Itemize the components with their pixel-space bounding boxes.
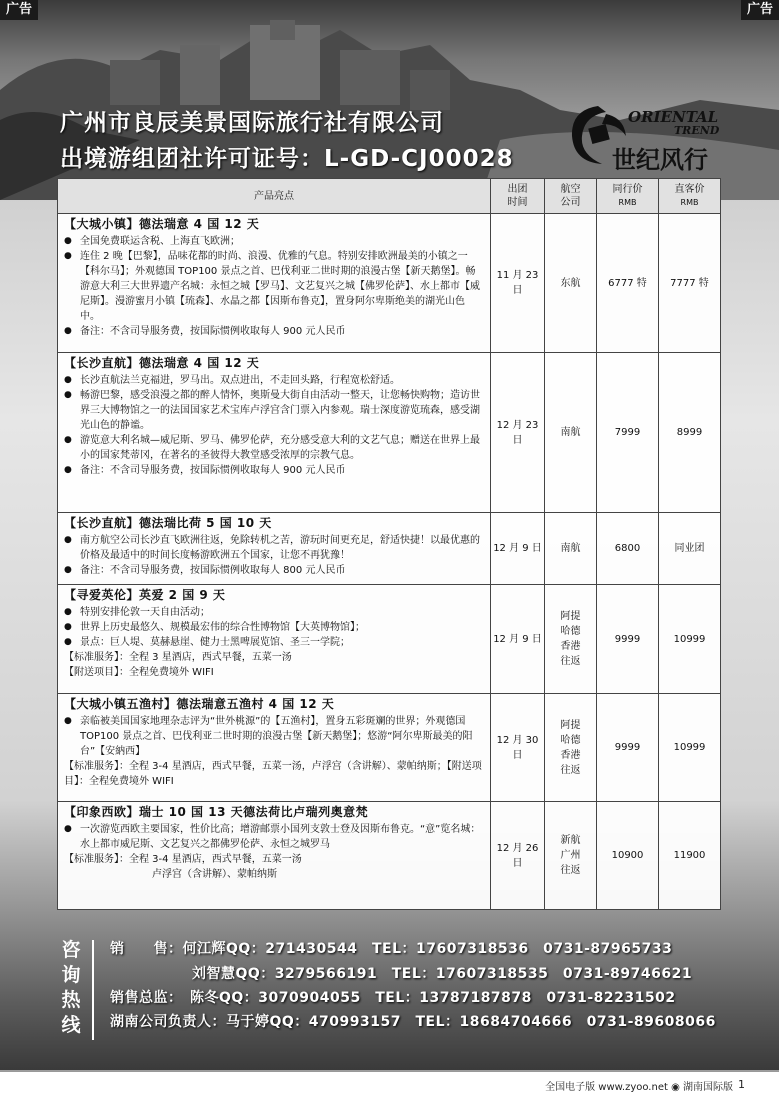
product-description bbox=[58, 802, 491, 910]
airline: 南航 bbox=[545, 353, 597, 513]
bullet-line: ● 南方航空公司长沙直飞欧洲往返，免除转机之苦，游玩时间更充足，舒适快捷！以最优惠的价格及最适中的时间长度畅游欧洲五个国家，让您不再犹豫！ bbox=[64, 533, 484, 563]
logo-english-1: ORIENTAL bbox=[628, 108, 719, 126]
departure-date: 12 月 23 日 bbox=[491, 353, 545, 513]
table-row bbox=[58, 585, 721, 694]
airline: 阿提 哈德 香港 往返 bbox=[545, 585, 597, 694]
direct-price: 7777 特 bbox=[659, 214, 721, 353]
departure-date: 11 月 23 日 bbox=[491, 214, 545, 353]
footer bbox=[0, 1071, 779, 1100]
departure-date: 12 月 26 日 bbox=[491, 802, 545, 910]
departure-date: 12 月 9 日 bbox=[491, 585, 545, 694]
page-number: 1 bbox=[738, 1078, 745, 1091]
bullet-line: ● 畅游巴黎，感受浪漫之都的醉人情怀，奥斯曼大街自由活动一整天，让您畅快购物；造访世界三大博物馆之一的法国国家艺术宝库卢浮宫含门票入内参观。瑞士深度游览琉森，感受湖光山色的静谧。 bbox=[64, 388, 484, 433]
contact-line: 刘智慧QQ：3279566191 TEL：17607318535 0731-89746621 bbox=[192, 966, 693, 982]
airline: 阿提 哈德 香港 往返 bbox=[545, 694, 597, 802]
bullet-line: ● 一次游览西欧主要国家，性价比高；增游邮票小国列支敦士登及因斯布鲁克。“意”览名城：水上都市威尼斯、文艺复兴之都佛罗伦萨、永恒之城罗马 bbox=[64, 822, 484, 852]
direct-price: 10999 bbox=[659, 694, 721, 802]
bullet-line: ● 备注：不含司导服务费，按国际惯例收取每人 900 元人民币 bbox=[64, 463, 484, 478]
bullet-line: ● 特别安排伦敦一天自由活动； bbox=[64, 605, 484, 620]
direct-price: 8999 bbox=[659, 353, 721, 513]
departure-date: 12 月 9 日 bbox=[491, 513, 545, 585]
departure-date: 12 月 30 日 bbox=[491, 694, 545, 802]
peer-price: 6777 特 bbox=[597, 214, 659, 353]
info-line: 卢浮宫（含讲解）、蒙帕纳斯 bbox=[152, 869, 277, 880]
product-table bbox=[57, 178, 721, 910]
bullet-line: ● 连住 2 晚【巴黎】，品味花都的时尚、浪漫、优雅的气息。特别安排欧洲最美的小镇之一【科尔马】；外观德国 TOP100 景点之首、巴伐利亚二世时期的浪漫古堡【新天鹅堡】。畅游意大利三大世界遗产名城：永恒之城【罗马】、文艺复兴之城【佛罗伦萨】、水上都市【威尼斯】。漫游蜜月小镇【琉森】、水晶之都【因斯布鲁克】，置身阿尔卑斯绝美的湖光山色中。 bbox=[64, 249, 484, 324]
peer-price: 9999 bbox=[597, 694, 659, 802]
contact-line: 销售总监： 陈冬QQ：3070904055 TEL：13787187878 0731-82231502 bbox=[110, 990, 676, 1006]
table-row bbox=[58, 694, 721, 802]
table-row bbox=[58, 513, 721, 585]
product-title: 【寻爱英伦】英爱 2 国 9 天 bbox=[64, 588, 226, 602]
bullet-line: ● 全国免费联运含税、上海直飞欧洲； bbox=[64, 234, 484, 249]
table-row bbox=[58, 353, 721, 513]
product-title: 【长沙直航】德法瑞比荷 5 国 10 天 bbox=[64, 516, 272, 530]
bullet-line: ● 游览意大利名城—威尼斯、罗马、佛罗伦萨，充分感受意大利的文艺气息；赠送在世界上最小的国家梵蒂冈，在著名的圣彼得大教堂感受浓厚的宗教气息。 bbox=[64, 433, 484, 463]
airline: 南航 bbox=[545, 513, 597, 585]
bullet-line: ● 长沙直航法兰克福进，罗马出。双点进出，不走回头路，行程宽松舒适。 bbox=[64, 373, 484, 388]
contact-divider bbox=[92, 940, 94, 1040]
header-peer-price: 同行价 RMB bbox=[597, 179, 659, 214]
direct-price: 10999 bbox=[659, 585, 721, 694]
product-description bbox=[58, 513, 491, 585]
contact-label: 咨询热线 bbox=[61, 939, 81, 1036]
airline: 东航 bbox=[545, 214, 597, 353]
info-line: 【标准服务】：全程 3 星酒店，西式早餐，五菜一汤 bbox=[64, 652, 292, 663]
logo-english-2: TREND bbox=[674, 124, 720, 137]
header-date: 出团 时间 bbox=[491, 179, 545, 214]
ad-tag-left: 广告 bbox=[0, 0, 38, 20]
ad-tag-right: 广告 bbox=[741, 0, 779, 20]
table-row bbox=[58, 214, 721, 353]
bullet-line: ● 亲临被美国国家地理杂志评为“世外桃源”的【五渔村】，置身五彩斑斓的世界；外观德国 TOP100 景点之首、巴伐利亚二世时期的浪漫古堡【新天鹅堡】；悠游“阿尔卑斯最美的阳台”【安納西】 bbox=[64, 714, 484, 759]
header-airline: 航空 公司 bbox=[545, 179, 597, 214]
product-description bbox=[58, 353, 491, 513]
footer-edition: 全国电子版 www.zyoo.net ◉ 湖南国际版 bbox=[545, 1082, 733, 1093]
contact-line: 销 售：何江辉QQ：271430544 TEL：17607318536 0731-87965733 bbox=[110, 941, 673, 957]
info-line: 【标准服务】：全程 3-4 星酒店，西式早餐，五菜一汤 bbox=[64, 854, 302, 865]
header-direct-price: 直客价 RMB bbox=[659, 179, 721, 214]
product-description bbox=[58, 694, 491, 802]
peer-price: 10900 bbox=[597, 802, 659, 910]
direct-price: 11900 bbox=[659, 802, 721, 910]
bullet-line: ● 景点：巨人堤、莫赫悬崖、健力士黑啤展览馆、圣三一学院； bbox=[64, 635, 484, 650]
product-description bbox=[58, 585, 491, 694]
info-line: 【附送项目】：全程免费境外 WIFI bbox=[64, 667, 214, 678]
airline: 新航 广州 往返 bbox=[545, 802, 597, 910]
company-name: 广州市良辰美景国际旅行社有限公司 bbox=[60, 110, 444, 136]
product-title: 【印象西欧】瑞士 10 国 13 天德法荷比卢瑞列奥意梵 bbox=[64, 805, 369, 819]
license-number: 出境游组团社许可证号：L-GD-CJ00028 bbox=[60, 146, 514, 172]
info-line: 【标准服务】：全程 3-4 星酒店，西式早餐，五菜一汤，卢浮宫（含讲解）、蒙帕纳斯；【附送项目】：全程免费境外 WIFI bbox=[64, 761, 482, 787]
product-title: 【大城小镇】德法瑞意 4 国 12 天 bbox=[64, 217, 260, 231]
direct-price: 同业团 bbox=[659, 513, 721, 585]
peer-price: 7999 bbox=[597, 353, 659, 513]
product-title: 【大城小镇五渔村】德法瑞意五渔村 4 国 12 天 bbox=[64, 697, 335, 711]
peer-price: 9999 bbox=[597, 585, 659, 694]
bullet-line: ● 备注：不含司导服务费，按国际惯例收取每人 900 元人民币 bbox=[64, 324, 484, 339]
bullet-line: ● 备注：不含司导服务费，按国际惯例收取每人 800 元人民币 bbox=[64, 563, 484, 578]
logo-chinese: 世纪风行 bbox=[612, 145, 708, 174]
contact-section bbox=[0, 930, 779, 1070]
product-title: 【长沙直航】德法瑞意 4 国 12 天 bbox=[64, 356, 260, 370]
table-row bbox=[58, 802, 721, 910]
peer-price: 6800 bbox=[597, 513, 659, 585]
oriental-trend-logo bbox=[566, 102, 756, 172]
table-header-row bbox=[58, 179, 721, 214]
contact-line: 湖南公司负责人：马于婷QQ：470993157 TEL：18684704666 0731-89608066 bbox=[110, 1014, 716, 1030]
product-description bbox=[58, 214, 491, 353]
header-product: 产品亮点 bbox=[58, 179, 491, 214]
bullet-line: ● 世界上历史最悠久、规模最宏伟的综合性博物馆【大英博物馆】； bbox=[64, 620, 484, 635]
